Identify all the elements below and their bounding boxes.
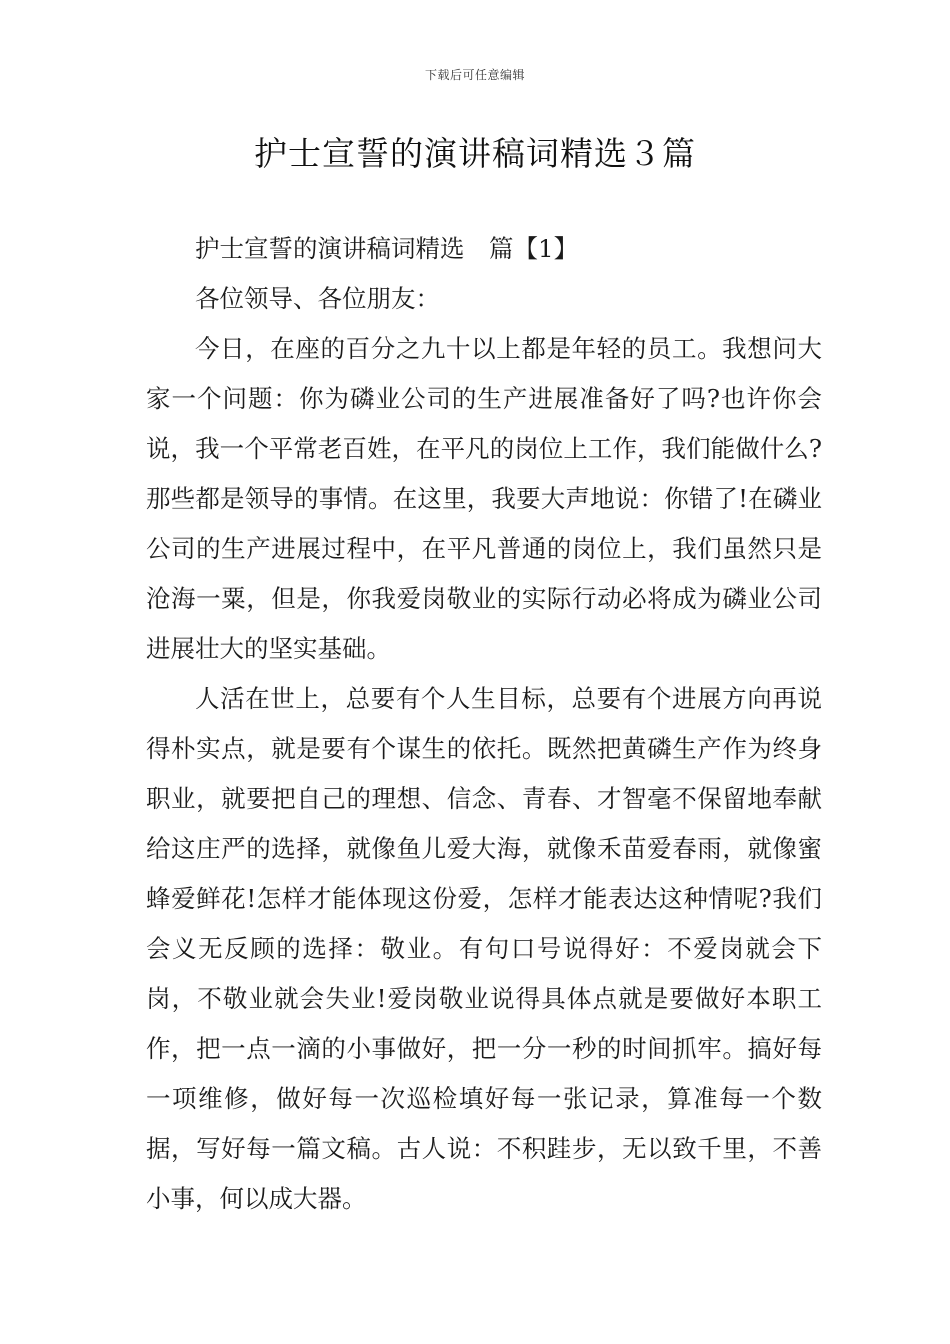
header-note: 下载后可任意编辑	[424, 68, 525, 82]
salutation: 各位领导、各位朋友：	[195, 284, 440, 313]
document-title: 护士宣誓的演讲稿词精选３篇	[254, 134, 696, 173]
section-heading: 护士宣誓的演讲稿词精选 篇【1】	[195, 234, 579, 263]
paragraph-2: 人活在世上，总要有个人生目标，总要有个进展方向再说得朴实点，就是要有个谋生的依托。既然把黄磷生产作为终身职业，就要把自己的理想、信念、青春、才智毫不保留地奉献给这庄严的选择，就像鱼儿爱大海，就像禾苗爱春雨，就像蜜蜂爱鲜花!怎样才能体现这份爱，怎样才能表达这种情呢?我们会义无反顾的选择：敬业。有句口号说得好：不爱岗就会下岗，不敬业就会失业!爱岗敬业说得具体点就是要做好本职工作，把一点一滴的小事做好，把一分一秒的时间抓牢。搞好每一项维修，做好每一次巡检填好每一张记录，算准每一个数据，写好每一篇文稿。古人说：不积跬步，无以致千里，不善小事，何以成大器。	[146, 684, 822, 1213]
document-body	[146, 224, 822, 1224]
paragraph-1: 今日，在座的百分之九十以上都是年轻的员工。我想问大家一个问题：你为磷业公司的生产进展准备好了吗?也许你会说，我一个平常老百姓，在平凡的岗位上工作，我们能做什么?那些都是领导的事情。在这里，我要大声地说：你错了!在磷业公司的生产进展过程中，在平凡普通的岗位上，我们虽然只是沧海一粟，但是，你我爱岗敬业的实际行动必将成为磷业公司进展壮大的坚实基础。	[146, 334, 822, 663]
